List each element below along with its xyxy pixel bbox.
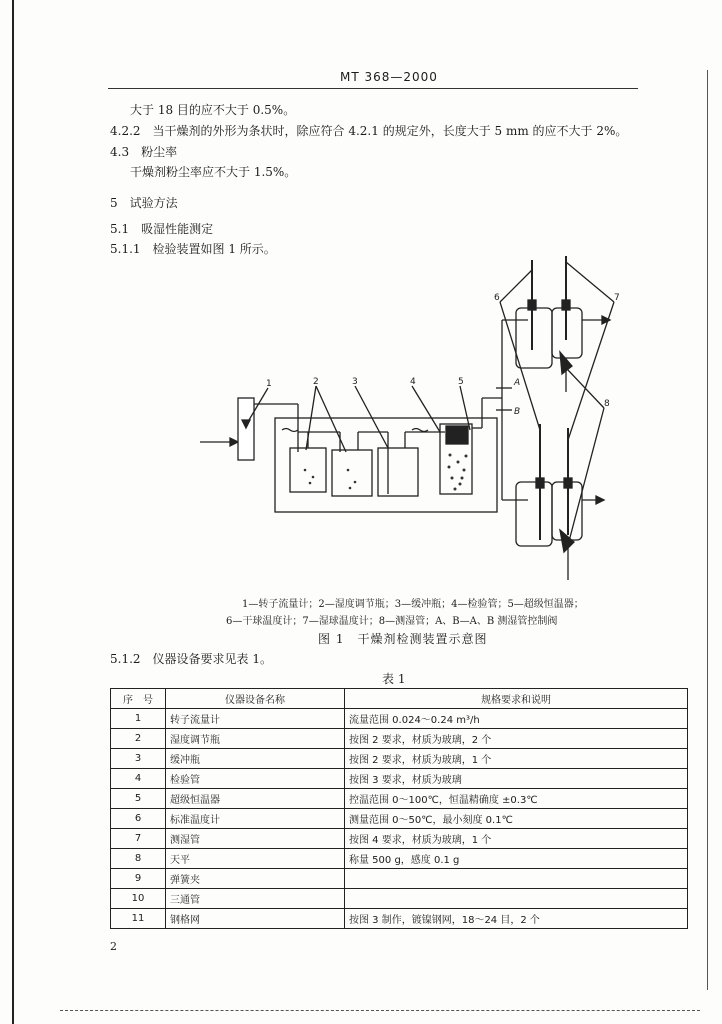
- cell-spec: 按图 2 要求，材质为玻璃，2 个: [345, 729, 688, 749]
- cell-name: 湿度调节瓶: [166, 729, 345, 749]
- valve-a-label: A: [514, 378, 521, 388]
- page-number: 2: [110, 940, 117, 953]
- clause-5-1-1: 5.1.1 检验装置如图 1 所示。: [110, 242, 276, 256]
- table-row: [111, 869, 688, 889]
- cell-no: 10: [111, 889, 166, 909]
- cell-spec: 控温范围 0～100℃，恒温精确度 ±0.3℃: [345, 789, 688, 809]
- table-header-row: [111, 689, 688, 709]
- cell-no: 9: [111, 869, 166, 889]
- cell-no: 6: [111, 809, 166, 829]
- table-row: [111, 829, 688, 849]
- cell-no: 4: [111, 769, 166, 789]
- clause-4-2-2: 4.2.2 当干燥剂的外形为条状时，除应符合 4.2.1 的规定外，长度大于 5 mm 的应不大于 2%。: [110, 124, 628, 138]
- cell-spec: 按图 4 要求，材质为玻璃，1 个: [345, 829, 688, 849]
- valve-b-label: B: [514, 407, 521, 417]
- figure-caption-line-2: 6—干球温度计；7—湿球温度计；8—测湿管；A、B—A、B 测湿管控制阀: [226, 616, 558, 627]
- cell-name: 弹簧夹: [166, 869, 345, 889]
- inlet-arrow: [230, 438, 238, 446]
- col-header-name: 仪器设备名称: [166, 689, 345, 709]
- cell-spec: 称量 500 g，感度 0.1 g: [345, 849, 688, 869]
- cell-no: 5: [111, 789, 166, 809]
- table-row: [111, 749, 688, 769]
- page-header: MT 368—2000: [340, 70, 438, 84]
- cell-spec: [345, 869, 688, 889]
- clause-5-1-2: 5.1.2 仪器设备要求见表 1。: [110, 652, 272, 666]
- table-row: [111, 709, 688, 729]
- cell-name: 转子流量计: [166, 709, 345, 729]
- cell-no: 7: [111, 829, 166, 849]
- upper-humidity-tube: [516, 308, 552, 368]
- cell-name: 检验管: [166, 769, 345, 789]
- cell-name: 缓冲瓶: [166, 749, 345, 769]
- text-line-1: 大于 18 目的应不大于 0.5%。: [130, 103, 296, 117]
- figure-caption-line-1: 1—转子流量计；2—湿度调节瓶；3—缓冲瓶；4—检验管；5—超级恒温器；: [242, 599, 584, 610]
- label-5: 5: [458, 377, 464, 387]
- table-row: [111, 849, 688, 869]
- cell-no: 11: [111, 909, 166, 929]
- cell-name: 三通管: [166, 889, 345, 909]
- cell-no: 3: [111, 749, 166, 769]
- table-title: 表 1: [382, 672, 406, 686]
- header-rule: [108, 88, 638, 89]
- cell-spec: 流量范围 0.024～0.24 m³/h: [345, 709, 688, 729]
- table-row: [111, 729, 688, 749]
- humidity-bottle-2: [332, 450, 372, 496]
- cell-spec: 测量范围 0～50℃，最小刻度 0.1℃: [345, 809, 688, 829]
- cell-spec: [345, 889, 688, 909]
- table-row: [111, 889, 688, 909]
- label-8: 8: [604, 399, 610, 409]
- humidity-bottle-1: [290, 448, 326, 492]
- clause-5-1: 5.1 吸湿性能测定: [110, 222, 214, 236]
- col-header-no: 序 号: [111, 689, 166, 709]
- section-5-heading: 5 试验方法: [110, 196, 178, 210]
- cell-spec: 按图 3 要求，材质为玻璃: [345, 769, 688, 789]
- cell-name: 超级恒温器: [166, 789, 345, 809]
- label-1: 1: [266, 379, 272, 389]
- equipment-table: [110, 688, 688, 929]
- figure-title: 图 1 干燥剂检测装置示意图: [318, 632, 488, 646]
- cell-no: 2: [111, 729, 166, 749]
- cell-name: 钢格网: [166, 909, 345, 929]
- apparatus-diagram: [190, 250, 640, 590]
- right-border-line: [707, 70, 708, 990]
- clause-4-3: 4.3 粉尘率: [110, 145, 178, 159]
- table-row: [111, 789, 688, 809]
- cell-name: 测湿管: [166, 829, 345, 849]
- clause-4-3-text: 干燥剂粉尘率应不大于 1.5%。: [130, 165, 297, 179]
- table-row: [111, 769, 688, 789]
- label-4: 4: [410, 377, 416, 387]
- label-6: 6: [494, 293, 500, 303]
- bottom-dashed-line: [60, 1010, 700, 1011]
- cell-name: 标准温度计: [166, 809, 345, 829]
- cell-spec: 按图 2 要求，材质为玻璃，1 个: [345, 749, 688, 769]
- lower-humidity-tube: [516, 482, 552, 546]
- left-border-line: [12, 0, 14, 1024]
- table-row: [111, 909, 688, 929]
- col-header-spec: 规格要求和说明: [345, 689, 688, 709]
- cell-spec: 按图 3 制作，镀镍钢网，18～24 目，2 个: [345, 909, 688, 929]
- label-2: 2: [313, 377, 319, 387]
- buffer-bottle: [378, 448, 418, 496]
- cell-no: 8: [111, 849, 166, 869]
- cell-no: 1: [111, 709, 166, 729]
- cell-name: 天平: [166, 849, 345, 869]
- table-row: [111, 809, 688, 829]
- label-7: 7: [614, 293, 620, 303]
- label-3: 3: [352, 377, 358, 387]
